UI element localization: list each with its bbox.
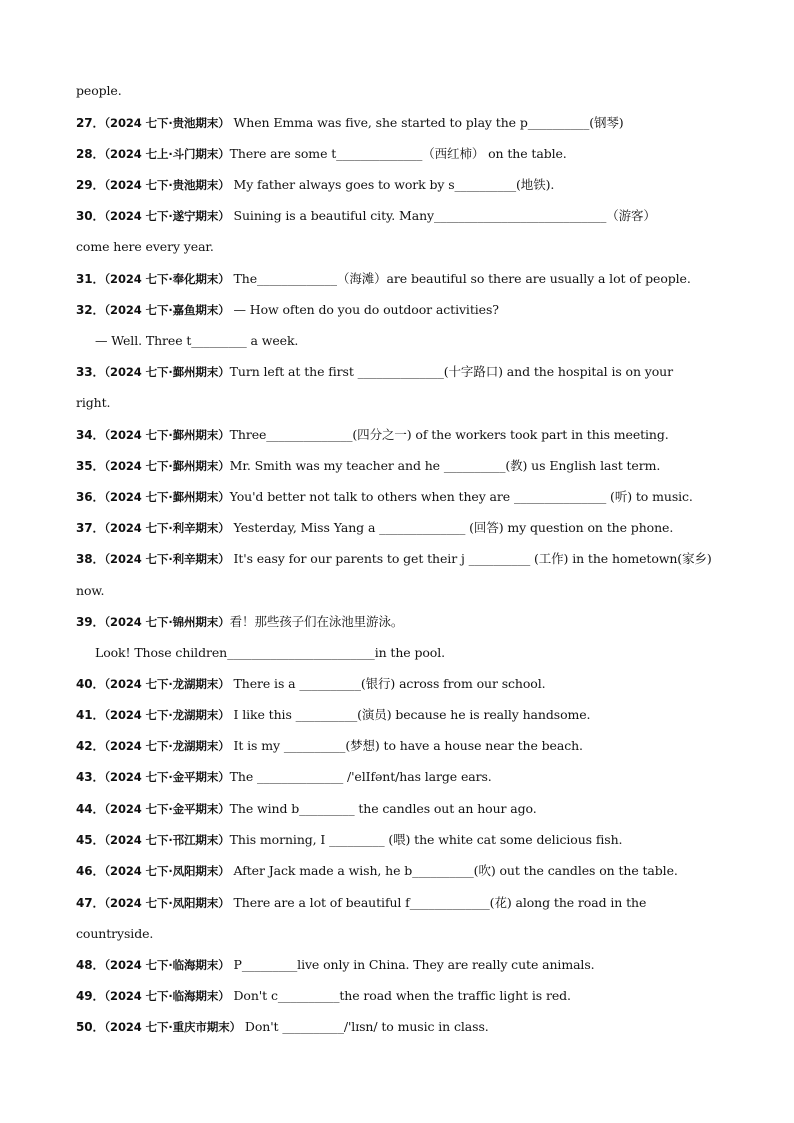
question-text: 看！那些孩子们在泳池里游泳。 [229, 614, 404, 629]
question-source: （2024 七下·金平期末） [104, 770, 230, 784]
question-text: You'd better not talk to others when they are _______________ (听) to music. [229, 489, 693, 504]
question-text: It's easy for our parents to get their j __________ (工作) in the hometown(家乡) [229, 551, 712, 566]
question-source: （2024 七下·临海期末） [104, 958, 230, 972]
question-number: 27． [76, 116, 105, 130]
question-number: 48． [76, 958, 105, 972]
question-line [76, 613, 736, 631]
question-line [76, 706, 736, 724]
question-text: The_____________（海滩）are beautiful so there are usually a lot of people. [229, 271, 691, 286]
question-line [95, 644, 755, 662]
question-source: （2024 七下·重庆市期末） [104, 1020, 242, 1034]
question-text: After Jack made a wish, he b__________(吹) out the candles on the table. [229, 863, 678, 878]
question-source: （2024 七下·鄞州期末） [104, 459, 230, 473]
question-number: 46． [76, 864, 105, 878]
question-source: （2024 七下·凤阳期末） [104, 896, 230, 910]
question-line [76, 894, 736, 912]
question-number: 33． [76, 365, 105, 379]
question-text: P_________live only in China. They are really cute animals. [229, 957, 595, 972]
question-number: 34． [76, 428, 105, 442]
question-source: （2024 七下·锦州期末） [104, 615, 230, 629]
question-source: （2024 七上·斗门期末） [104, 147, 230, 161]
question-line [76, 1018, 736, 1036]
question-line [76, 394, 736, 412]
question-number: 29． [76, 178, 105, 192]
question-source: （2024 七下·利辛期末） [104, 521, 230, 535]
question-line [76, 270, 736, 288]
question-number: 36． [76, 490, 105, 504]
question-source: （2024 七下·龙湖期末） [104, 708, 230, 722]
question-text: come here every year. [76, 239, 214, 254]
question-number: 39． [76, 615, 105, 629]
question-line [76, 519, 736, 537]
question-line [76, 768, 736, 786]
question-text: Yesterday, Miss Yang a ______________ (回答) my question on the phone. [229, 520, 674, 535]
question-line [76, 987, 736, 1005]
question-line [76, 457, 736, 475]
question-source: （2024 七下·贵池期末） [104, 116, 230, 130]
question-text: The ______________ /'elIfənt/has large ears. [229, 769, 492, 784]
question-text: people. [76, 83, 122, 98]
question-number: 37． [76, 521, 105, 535]
question-number: 30． [76, 209, 105, 223]
question-text: — Well. Three t_________ a week. [95, 333, 299, 348]
question-source: （2024 七下·金平期末） [104, 802, 230, 816]
question-number: 28． [76, 147, 105, 161]
question-text: right. [76, 395, 111, 410]
question-line [76, 301, 736, 319]
question-line [76, 363, 736, 381]
question-source: （2024 七下·奉化期末） [104, 272, 230, 286]
question-text: When Emma was five, she started to play the p__________(钢琴) [229, 115, 624, 130]
question-line [76, 582, 736, 600]
question-text: now. [76, 583, 105, 598]
question-number: 43． [76, 770, 105, 784]
question-text: I like this __________(演员) because he is really handsome. [229, 707, 591, 722]
question-text: countryside. [76, 926, 154, 941]
question-text: Don't __________/'lɪsn/ to music in class. [241, 1019, 489, 1034]
question-source: （2024 七下·嘉鱼期末） [104, 303, 230, 317]
question-text: — How often do you do outdoor activities? [229, 302, 499, 317]
question-source: （2024 七下·鄞州期末） [104, 428, 230, 442]
question-line [76, 145, 736, 163]
question-source: （2024 七下·利辛期末） [104, 552, 230, 566]
question-line [76, 426, 736, 444]
question-number: 40． [76, 677, 105, 691]
question-source: （2024 七下·凤阳期末） [104, 864, 230, 878]
question-number: 42． [76, 739, 105, 753]
question-number: 31． [76, 272, 105, 286]
question-line [76, 176, 736, 194]
question-source: （2024 七下·鄞州期末） [104, 365, 230, 379]
question-line [76, 956, 736, 974]
question-line [76, 82, 736, 100]
question-text: Mr. Smith was my teacher and he __________(教) us English last term. [229, 458, 661, 473]
question-text: Suining is a beautiful city. Many____________________________（游客） [229, 208, 656, 223]
question-number: 38． [76, 552, 105, 566]
question-text: The wind b_________ the candles out an hour ago. [229, 801, 537, 816]
question-source: （2024 七下·临海期末） [104, 989, 230, 1003]
question-line [76, 114, 736, 132]
question-text: This morning, I _________ (喂) the white cat some delicious fish. [229, 832, 623, 847]
question-source: （2024 七下·邗江期末） [104, 833, 230, 847]
question-number: 32． [76, 303, 105, 317]
question-text: Turn left at the first ______________(十字路口) and the hospital is on your [229, 364, 673, 379]
question-line [95, 332, 755, 350]
question-line [76, 737, 736, 755]
question-text: There are some t______________（西红柿） on the table. [229, 146, 567, 161]
question-source: （2024 七下·鄞州期末） [104, 490, 230, 504]
question-number: 35． [76, 459, 105, 473]
question-source: （2024 七下·龙湖期末） [104, 739, 230, 753]
question-line [76, 488, 736, 506]
question-line [76, 800, 736, 818]
question-number: 49． [76, 989, 105, 1003]
question-text: My father always goes to work by s__________(地铁). [229, 177, 555, 192]
question-text: Don't c__________the road when the traffic light is red. [229, 988, 571, 1003]
question-number: 47． [76, 896, 105, 910]
question-line [76, 207, 736, 225]
question-source: （2024 七下·贵池期末） [104, 178, 230, 192]
question-line [76, 238, 736, 256]
question-number: 44． [76, 802, 105, 816]
question-number: 45． [76, 833, 105, 847]
question-text: It is my __________(梦想) to have a house near the beach. [229, 738, 583, 753]
question-line [76, 675, 736, 693]
question-number: 50． [76, 1020, 105, 1034]
question-source: （2024 七下·龙湖期末） [104, 677, 230, 691]
question-text: There are a lot of beautiful f_____________(花) along the road in the [229, 895, 647, 910]
question-number: 41． [76, 708, 105, 722]
question-source: （2024 七下·遂宁期末） [104, 209, 230, 223]
question-line [76, 925, 736, 943]
question-text: Look! Those children________________________in the pool. [95, 645, 445, 660]
question-line [76, 831, 736, 849]
question-text: Three______________(四分之一) of the workers took part in this meeting. [229, 427, 669, 442]
question-line [76, 862, 736, 880]
question-text: There is a __________(银行) across from our school. [229, 676, 546, 691]
question-line [76, 550, 736, 568]
